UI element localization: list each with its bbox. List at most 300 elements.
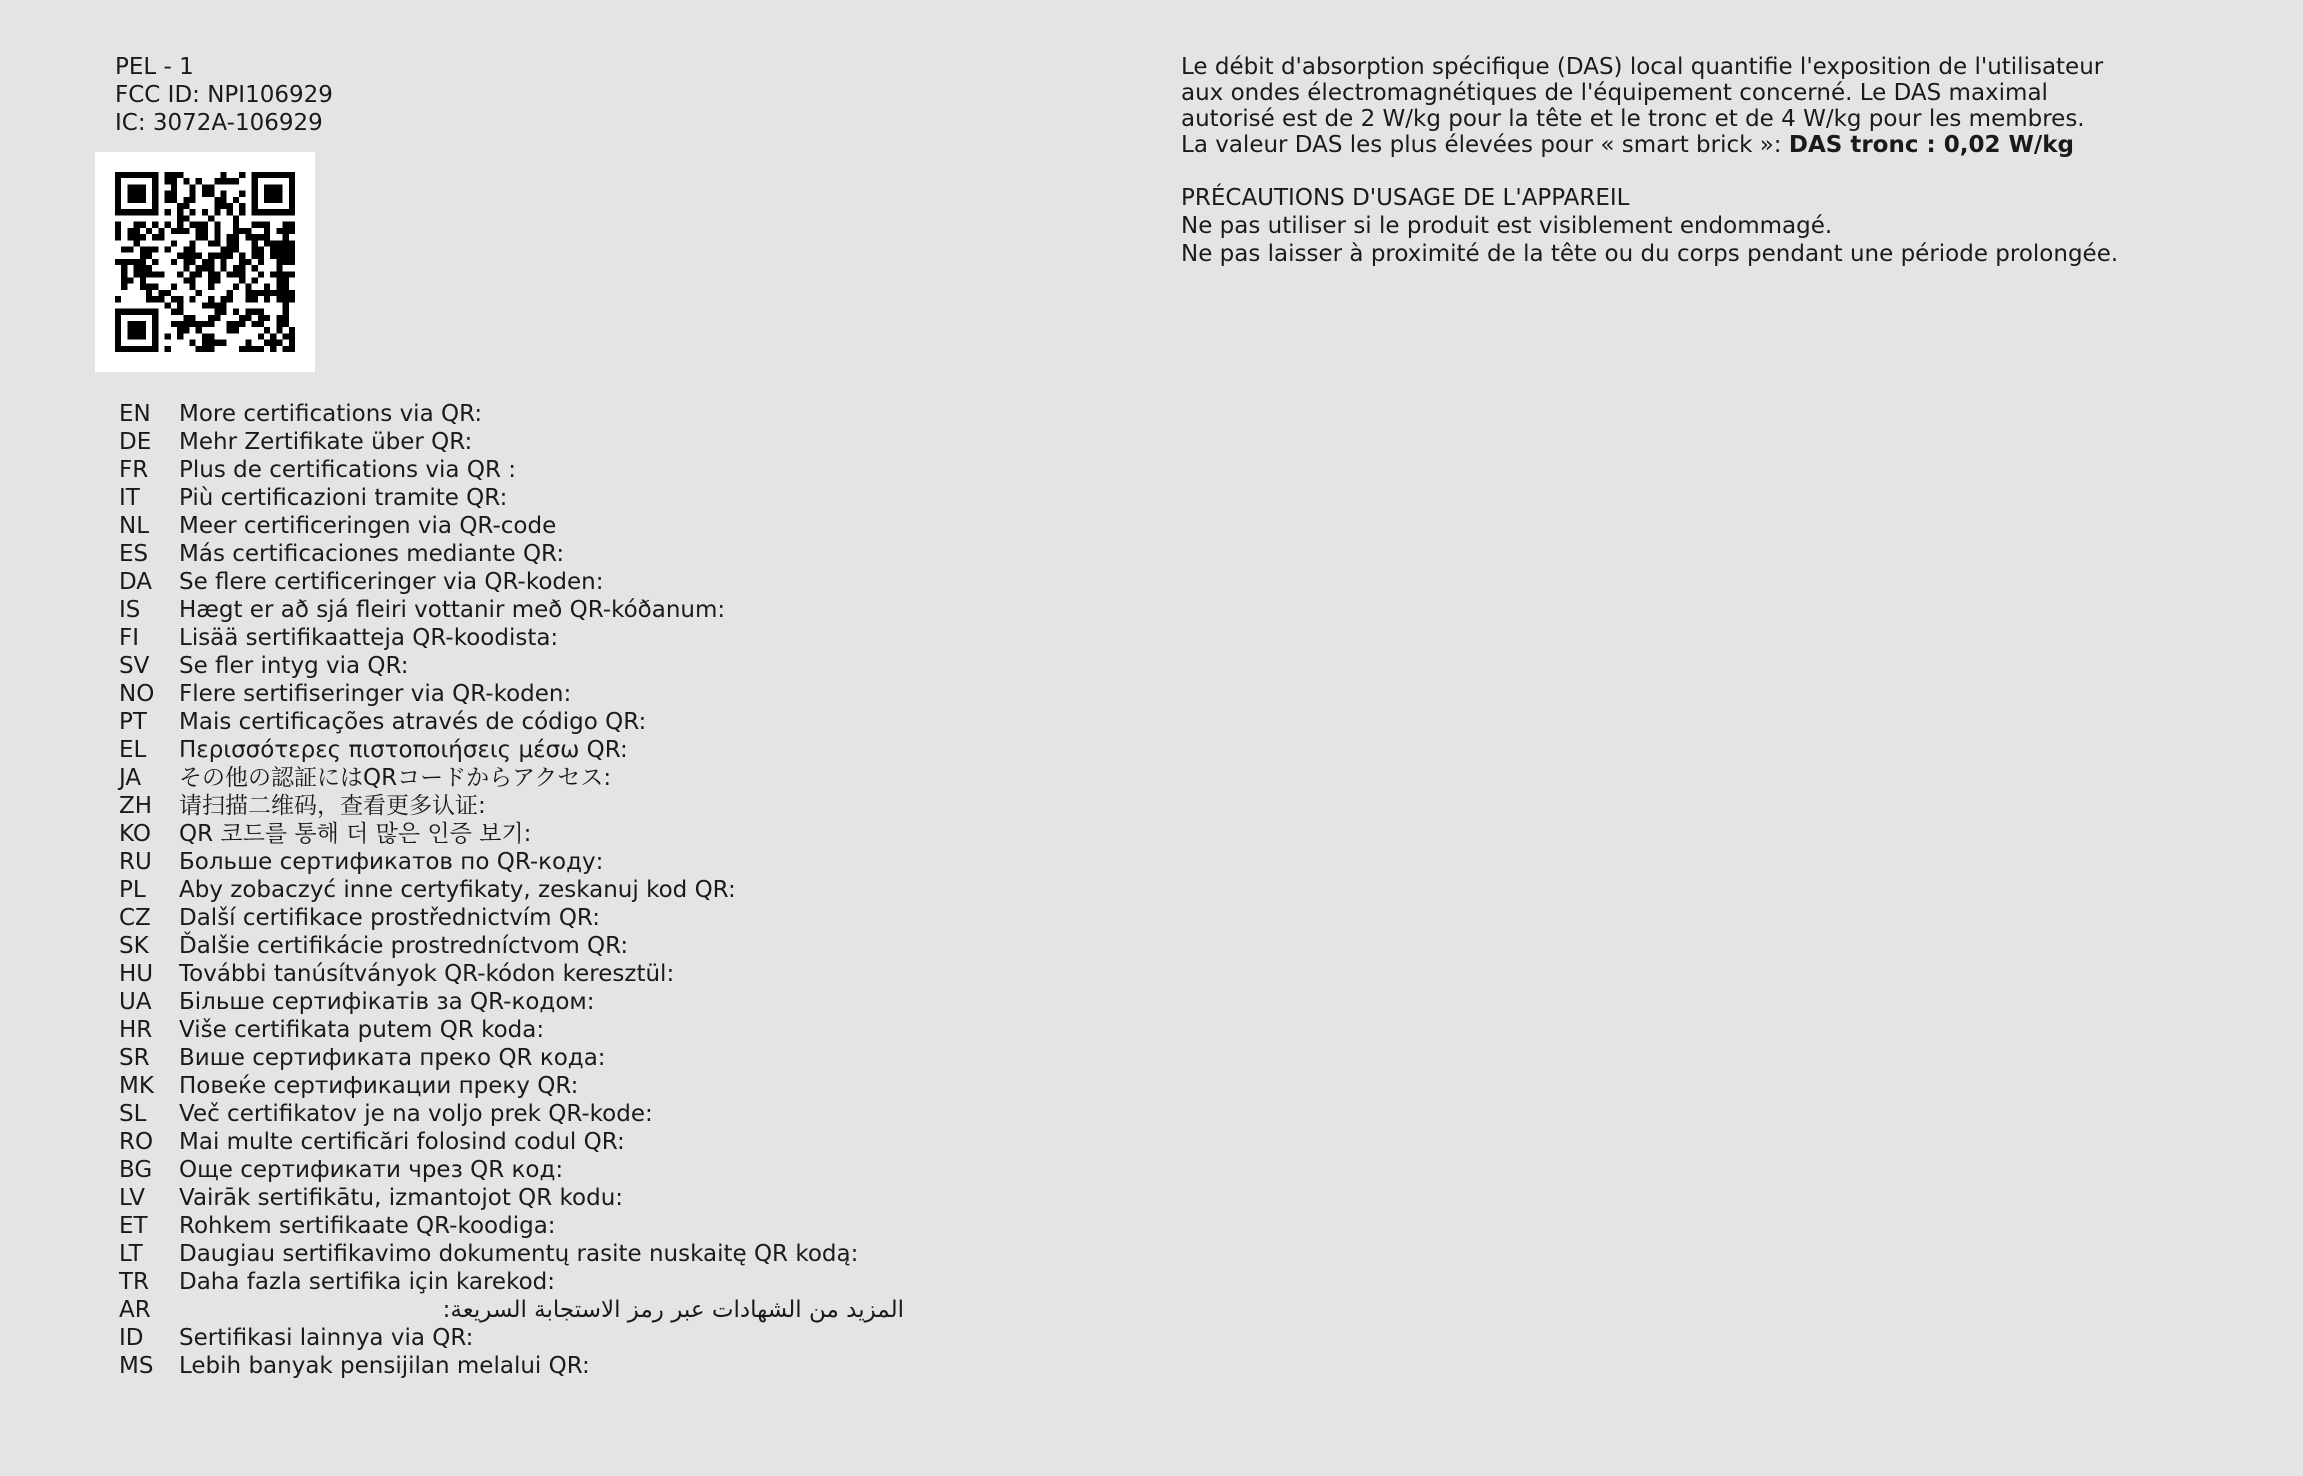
- qr-module: [152, 246, 158, 252]
- qr-module: [227, 240, 233, 246]
- qr-module: [227, 327, 233, 333]
- das-line-4-prefix: La valeur DAS les plus élevées pour « smart brick »:: [1181, 132, 1789, 158]
- qr-module: [214, 209, 220, 215]
- qr-module: [189, 253, 195, 259]
- qr-module: [208, 296, 214, 302]
- language-text: Повеќе сертификации преку QR:: [179, 1073, 579, 1099]
- qr-module: [115, 259, 121, 265]
- qr-module: [233, 228, 239, 234]
- language-code: PL: [119, 877, 146, 903]
- qr-module: [252, 222, 258, 228]
- qr-module: [227, 253, 233, 259]
- language-row-is: [119, 596, 904, 624]
- qr-module: [289, 240, 295, 246]
- language-text: Mai multe certificări folosind codul QR:: [179, 1129, 625, 1155]
- qr-module: [233, 240, 239, 246]
- qr-module: [171, 309, 177, 315]
- qr-module: [196, 253, 202, 259]
- qr-module: [245, 259, 251, 265]
- qr-module: [177, 271, 183, 277]
- qr-module: [283, 228, 289, 234]
- qr-module: [183, 253, 189, 259]
- language-text: Daha fazla sertifika için karekod:: [179, 1269, 555, 1295]
- qr-module: [121, 271, 127, 277]
- qr-module: [208, 302, 214, 308]
- qr-module: [140, 284, 146, 290]
- language-code: BG: [119, 1157, 153, 1183]
- qr-module: [189, 340, 195, 346]
- qr-module: [276, 340, 282, 346]
- qr-module: [165, 197, 171, 203]
- language-text: Rohkem sertifikaate QR-koodiga:: [179, 1213, 556, 1239]
- qr-module: [208, 191, 214, 197]
- language-list: [119, 400, 904, 1380]
- qr-module: [221, 340, 227, 346]
- qr-module: [177, 203, 183, 209]
- qr-module: [202, 333, 208, 339]
- qr-module: [233, 284, 239, 290]
- language-row-no: [119, 680, 904, 708]
- qr-module: [252, 265, 258, 271]
- qr-module: [189, 197, 195, 203]
- qr-module: [227, 203, 233, 209]
- language-code: CZ: [119, 905, 151, 931]
- language-row-hu: [119, 960, 904, 988]
- qr-module: [270, 333, 276, 339]
- das-line-4: [1181, 132, 2103, 158]
- qr-module: [183, 178, 189, 184]
- language-code: LV: [119, 1185, 146, 1211]
- qr-finder-top-right-inner: [264, 184, 283, 203]
- qr-module: [283, 271, 289, 277]
- qr-module: [208, 265, 214, 271]
- qr-module: [283, 309, 289, 315]
- qr-module: [276, 315, 282, 321]
- qr-module: [196, 265, 202, 271]
- language-text: További tanúsítványok QR-kódon keresztül:: [179, 961, 675, 987]
- qr-module: [252, 346, 258, 352]
- qr-module: [270, 290, 276, 296]
- precautions-line-2: Ne pas laisser à proximité de la tête ou du corps pendant une période prolongée.: [1181, 241, 2119, 267]
- qr-module: [146, 296, 152, 302]
- qr-module: [227, 296, 233, 302]
- language-code: MS: [119, 1353, 154, 1379]
- qr-module: [121, 246, 127, 252]
- qr-module: [165, 222, 171, 228]
- qr-module: [289, 340, 295, 346]
- qr-module: [227, 209, 233, 215]
- qr-module: [252, 246, 258, 252]
- qr-module: [183, 321, 189, 327]
- qr-module: [214, 234, 220, 240]
- qr-module: [276, 271, 282, 277]
- qr-module: [158, 290, 164, 296]
- qr-module: [239, 346, 245, 352]
- qr-module: [140, 265, 146, 271]
- qr-module: [233, 178, 239, 184]
- qr-module: [189, 259, 195, 265]
- qr-module: [171, 184, 177, 190]
- qr-module: [270, 253, 276, 259]
- das-info: [1181, 54, 2103, 158]
- language-row-el: [119, 736, 904, 764]
- language-code: SL: [119, 1101, 147, 1127]
- qr-module: [165, 246, 171, 252]
- qr-module: [214, 302, 220, 308]
- qr-module: [177, 172, 183, 178]
- language-text: المزيد من الشهادات عبر رمز الاستجابة السريعة:: [442, 1297, 904, 1323]
- qr-module: [239, 203, 245, 209]
- qr-module: [146, 265, 152, 271]
- qr-module: [276, 284, 282, 290]
- qr-module: [233, 309, 239, 315]
- qr-module: [283, 315, 289, 321]
- language-row-bg: [119, 1156, 904, 1184]
- qr-finder-top-left-inner: [127, 184, 146, 203]
- qr-module: [202, 184, 208, 190]
- qr-module: [276, 228, 282, 234]
- qr-module: [252, 309, 258, 315]
- qr-module: [233, 222, 239, 228]
- qr-module: [177, 309, 183, 315]
- language-text: Περισσότερες πιστοποιήσεις μέσω QR:: [179, 737, 628, 763]
- language-code: FR: [119, 457, 149, 483]
- qr-module: [214, 253, 220, 259]
- qr-module: [202, 191, 208, 197]
- language-row-hr: [119, 1016, 904, 1044]
- qr-module: [264, 327, 270, 333]
- language-text: Більше сертифікатів за QR-кодом:: [179, 989, 595, 1015]
- qr-module: [146, 253, 152, 259]
- language-text: Se flere certificeringer via QR-koden:: [179, 569, 604, 595]
- qr-module: [289, 327, 295, 333]
- qr-module: [158, 234, 164, 240]
- language-code: UA: [119, 989, 152, 1015]
- qr-module: [183, 327, 189, 333]
- language-code: FI: [119, 625, 140, 651]
- language-row-fr: [119, 456, 904, 484]
- qr-module: [283, 296, 289, 302]
- qr-module: [165, 172, 171, 178]
- qr-module: [189, 184, 195, 190]
- qr-module: [239, 191, 245, 197]
- qr-module: [289, 271, 295, 277]
- qr-module: [276, 246, 282, 252]
- qr-module: [283, 240, 289, 246]
- qr-module: [146, 271, 152, 277]
- qr-module: [221, 203, 227, 209]
- language-text: QR 코드를 통해 더 많은 인증 보기:: [179, 821, 532, 847]
- qr-module: [239, 321, 245, 327]
- das-value: DAS tronc : 0,02 W/kg: [1788, 132, 2074, 158]
- qr-module: [283, 321, 289, 327]
- qr-module: [171, 178, 177, 184]
- language-text: Další certifikace prostřednictvím QR:: [179, 905, 600, 931]
- language-row-tr: [119, 1268, 904, 1296]
- language-code: ES: [119, 541, 149, 567]
- language-code: SR: [119, 1045, 150, 1071]
- qr-module: [221, 259, 227, 265]
- qr-module: [140, 271, 146, 277]
- qr-module: [239, 278, 245, 284]
- qr-module: [264, 240, 270, 246]
- qr-module: [177, 321, 183, 327]
- qr-module: [264, 222, 270, 228]
- qr-module: [214, 340, 220, 346]
- qr-module: [177, 209, 183, 215]
- qr-module: [177, 296, 183, 302]
- qr-module: [258, 271, 264, 277]
- qr-module: [171, 228, 177, 234]
- qr-module: [171, 259, 177, 265]
- qr-module: [283, 222, 289, 228]
- qr-module: [165, 290, 171, 296]
- language-row-lt: [119, 1240, 904, 1268]
- qr-module: [196, 321, 202, 327]
- qr-module: [171, 172, 177, 178]
- qr-module: [264, 234, 270, 240]
- qr-module: [121, 259, 127, 265]
- qr-module: [158, 228, 164, 234]
- qr-module: [177, 327, 183, 333]
- qr-module: [221, 178, 227, 184]
- qr-module: [152, 284, 158, 290]
- qr-module: [233, 265, 239, 271]
- language-row-fi: [119, 624, 904, 652]
- language-text: Meer certificeringen via QR-code: [179, 513, 557, 539]
- qr-module: [202, 321, 208, 327]
- language-row-et: [119, 1212, 904, 1240]
- qr-module: [171, 284, 177, 290]
- qr-module: [202, 228, 208, 234]
- qr-module: [189, 246, 195, 252]
- qr-module: [214, 271, 220, 277]
- qr-module: [189, 315, 195, 321]
- qr-module: [196, 178, 202, 184]
- qr-module: [233, 271, 239, 277]
- language-row-lv: [119, 1184, 904, 1212]
- qr-module: [258, 346, 264, 352]
- qr-module: [134, 271, 140, 277]
- language-text: その他の認証にはQRコードからアクセス:: [179, 765, 612, 791]
- qr-module: [221, 246, 227, 252]
- qr-module: [196, 327, 202, 333]
- qr-finder-bottom-left-inner: [127, 321, 146, 340]
- qr-module: [208, 278, 214, 284]
- qr-module: [208, 253, 214, 259]
- qr-module: [289, 246, 295, 252]
- qr-module: [283, 278, 289, 284]
- qr-module: [233, 321, 239, 327]
- qr-module: [134, 228, 140, 234]
- qr-module: [208, 340, 214, 346]
- qr-module: [140, 278, 146, 284]
- qr-module: [283, 259, 289, 265]
- qr-module: [283, 302, 289, 308]
- language-row-sv: [119, 652, 904, 680]
- qr-module: [171, 197, 177, 203]
- qr-module: [270, 340, 276, 346]
- qr-module: [283, 246, 289, 252]
- qr-module: [252, 321, 258, 327]
- language-code: EL: [119, 737, 147, 763]
- qr-module: [264, 340, 270, 346]
- precautions: [1181, 184, 2118, 268]
- language-text: Se fler intyg via QR:: [179, 653, 409, 679]
- qr-module: [146, 290, 152, 296]
- qr-module: [283, 346, 289, 352]
- qr-module: [189, 222, 195, 228]
- language-code: ET: [119, 1213, 148, 1239]
- language-text: Lisää sertifikaatteja QR-koodista:: [179, 625, 559, 651]
- qr-module: [208, 321, 214, 327]
- language-text: Още сертификати чрез QR код:: [179, 1157, 564, 1183]
- qr-module: [245, 315, 251, 321]
- qr-module: [183, 265, 189, 271]
- qr-module: [289, 346, 295, 352]
- qr-module: [115, 296, 121, 302]
- qr-module: [208, 215, 214, 221]
- qr-module: [140, 222, 146, 228]
- language-code: RU: [119, 849, 152, 875]
- language-text: Vairāk sertifikātu, izmantojot QR kodu:: [179, 1185, 624, 1211]
- qr-module: [227, 246, 233, 252]
- das-line-1: Le débit d'absorption spécifique (DAS) local quantifie l'exposition de l'utilisateur: [1181, 54, 2104, 80]
- qr-module: [239, 253, 245, 259]
- precautions-line-1: Ne pas utiliser si le produit est visiblement endommagé.: [1181, 213, 1833, 239]
- qr-module: [208, 184, 214, 190]
- qr-module: [165, 191, 171, 197]
- qr-module: [196, 234, 202, 240]
- qr-module: [252, 253, 258, 259]
- language-row-de: [119, 428, 904, 456]
- qr-module: [208, 346, 214, 352]
- qr-module: [189, 284, 195, 290]
- language-code: SK: [119, 933, 149, 959]
- qr-module: [227, 321, 233, 327]
- qr-module: [245, 346, 251, 352]
- language-code: SV: [119, 653, 150, 679]
- qr-module: [189, 240, 195, 246]
- language-code: ID: [119, 1325, 144, 1351]
- language-code: DE: [119, 429, 152, 455]
- qr-module: [183, 203, 189, 209]
- qr-module: [276, 240, 282, 246]
- language-row-ro: [119, 1128, 904, 1156]
- qr-module: [140, 246, 146, 252]
- qr-module: [221, 191, 227, 197]
- qr-module: [239, 271, 245, 277]
- language-text: Más certificaciones mediante QR:: [179, 541, 565, 567]
- qr-module: [189, 191, 195, 197]
- qr-module: [233, 327, 239, 333]
- qr-module: [276, 253, 282, 259]
- language-row-ar: [119, 1296, 904, 1324]
- qr-module: [214, 203, 220, 209]
- qr-module: [165, 302, 171, 308]
- qr-module: [202, 259, 208, 265]
- qr-module: [127, 228, 133, 234]
- qr-module: [177, 333, 183, 339]
- qr-module: [283, 333, 289, 339]
- qr-module: [252, 278, 258, 284]
- language-row-zh: [119, 792, 904, 820]
- language-text: Hægt er að sjá fleiri vottanir með QR-kóðanum:: [179, 597, 726, 623]
- language-row-sk: [119, 932, 904, 960]
- qr-module: [208, 333, 214, 339]
- qr-code: [95, 152, 315, 372]
- qr-module: [214, 197, 220, 203]
- language-row-cz: [119, 904, 904, 932]
- language-code: DA: [119, 569, 153, 595]
- language-row-it: [119, 484, 904, 512]
- qr-module: [245, 284, 251, 290]
- qr-module: [233, 246, 239, 252]
- qr-module: [289, 228, 295, 234]
- qr-module: [127, 278, 133, 284]
- qr-module: [258, 321, 264, 327]
- qr-module: [146, 284, 152, 290]
- qr-module: [121, 278, 127, 284]
- language-code: NO: [119, 681, 155, 707]
- language-text: More certifications via QR:: [179, 401, 483, 427]
- qr-module: [127, 246, 133, 252]
- qr-module: [183, 215, 189, 221]
- qr-module: [196, 271, 202, 277]
- qr-module: [289, 333, 295, 339]
- qr-module: [140, 253, 146, 259]
- language-row-pl: [119, 876, 904, 904]
- qr-module: [227, 271, 233, 277]
- qr-module: [264, 284, 270, 290]
- qr-module: [152, 234, 158, 240]
- qr-module: [276, 259, 282, 265]
- qr-module: [196, 290, 202, 296]
- qr-module: [140, 259, 146, 265]
- language-text: Mais certificações através de código QR:: [179, 709, 647, 735]
- qr-module: [152, 271, 158, 277]
- qr-module: [258, 259, 264, 265]
- qr-module: [258, 315, 264, 321]
- language-code: MK: [119, 1073, 154, 1099]
- qr-module: [258, 290, 264, 296]
- qr-module: [127, 234, 133, 240]
- qr-module: [276, 290, 282, 296]
- qr-module: [189, 209, 195, 215]
- qr-module: [121, 265, 127, 271]
- qr-module: [134, 222, 140, 228]
- qr-module: [196, 222, 202, 228]
- language-row-sr: [119, 1044, 904, 1072]
- qr-module: [264, 290, 270, 296]
- qr-module: [214, 222, 220, 228]
- language-text: Ďalšie certifikácie prostredníctvom QR:: [179, 933, 629, 959]
- qr-module: [283, 253, 289, 259]
- qr-module: [227, 234, 233, 240]
- qr-module: [115, 222, 121, 228]
- qr-module: [214, 240, 220, 246]
- qr-module: [202, 234, 208, 240]
- qr-module: [140, 234, 146, 240]
- qr-module: [158, 296, 164, 302]
- language-text: Lebih banyak pensijilan melalui QR:: [179, 1353, 590, 1379]
- qr-module: [165, 209, 171, 215]
- qr-module: [239, 315, 245, 321]
- certification-ids: [115, 53, 333, 137]
- qr-module: [276, 296, 282, 302]
- qr-module: [177, 228, 183, 234]
- qr-module: [221, 309, 227, 315]
